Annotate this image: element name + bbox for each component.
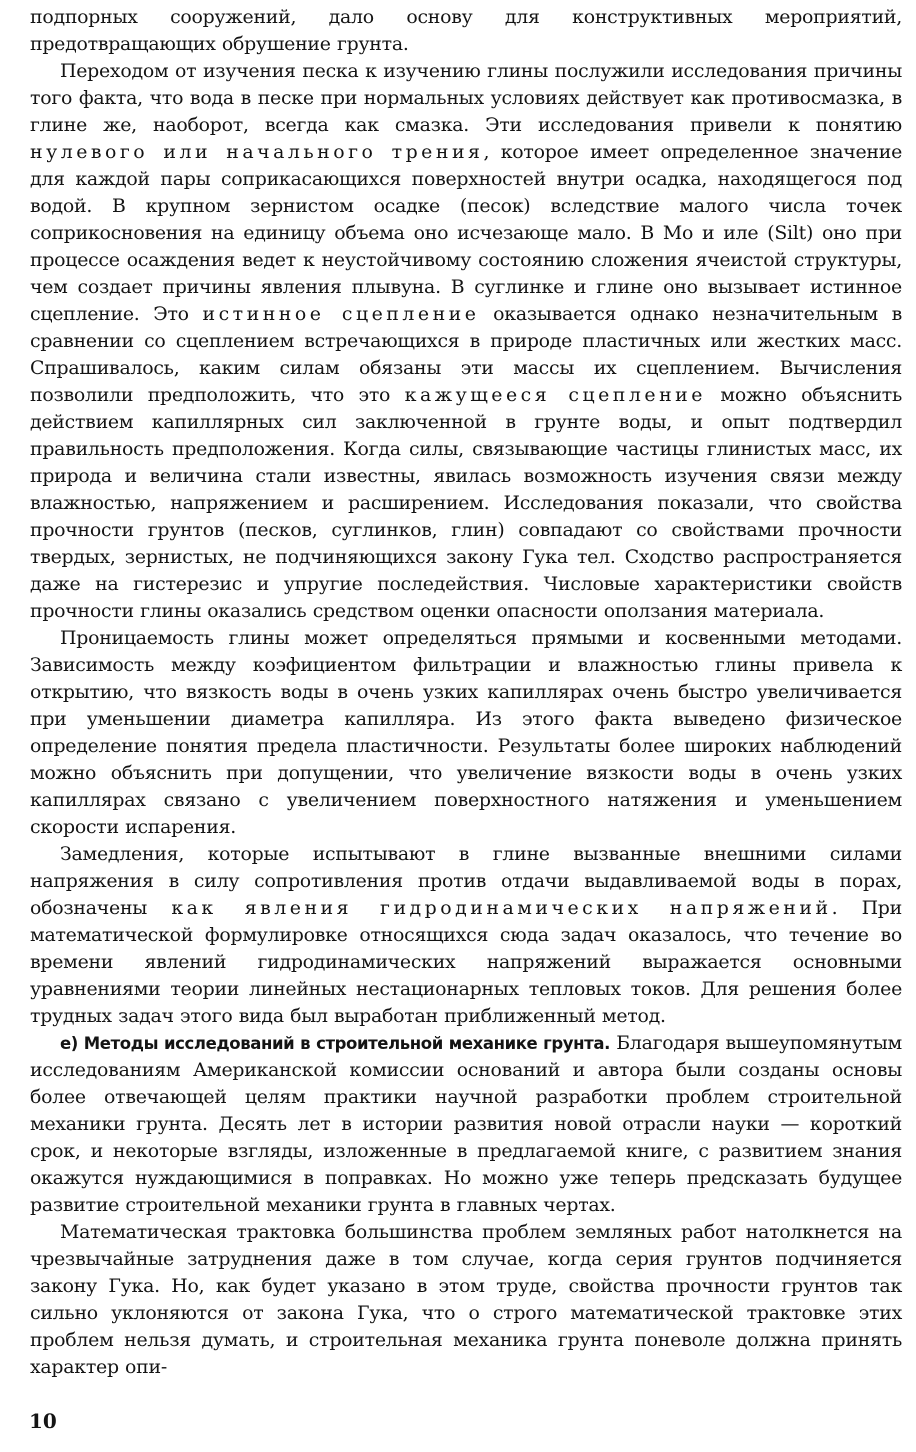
text-run: , которое имеет определенное значение для каждой пары соприкасающихся поверхностей внутри осадка, находящегося под водой. В крупном зернистом осадке (песок) вследствие малого числа точек соприкосновения на единицу объема оно исчезающе мало. В Мо и иле (Silt) оно при процессе осаждения ведет к неустойчивому состоянию сложения ячеистой структуры, чем создает причины явления плывуна. В суглинке и глине оно вызывает истинное сцепление. Это (30, 141, 902, 325)
body-text (30, 4, 902, 1381)
text-run: Благодаря вышеупомянутым исследованиям Американской комиссии оснований и автора были созданы основы более отвечающей целям практики научной разработки проблем строительной механики грунта. Десять лет в истории развития новой отрасли науки — короткий срок, и некоторые взгляды, изложенные в предлагаемой книге, с развитием знания окажутся нуждающимися в поправках. Но можно уже теперь предсказать будущее развитие строительной механики грунта в главных чертах. (30, 1032, 903, 1216)
section-heading: е) Методы исследований в строительной механике грунта. (60, 1034, 610, 1053)
page-number: 10 (29, 1409, 57, 1433)
spaced-term: как явления гидродинамических напряжений (171, 897, 832, 919)
paragraph (30, 841, 902, 1030)
text-run: . При математической формулировке относящихся сюда задач оказалось, что течение во времени явлений гидродинамических напряжений выражается основными уравнениями теории линейных нестационарных тепловых токов. Для решения более трудных задач этого вида был выработан приближенный метод. (30, 897, 902, 1027)
text-run: Проницаемость глины может определяться прямыми и косвенными методами. Зависимость между коэфициентом фильтрации и влажностью глины привела к открытию, что вязкость воды в очень узких капиллярах очень быстро увеличивается при уменьшении диаметра капилляра. Из этого факта выведено физическое определение понятия предела пластичности. Результаты более широких наблюдений можно объяснить при допущении, что увеличение вязкости воды в очень узких капиллярах связано с увеличением поверхностного натяжения и уменьшением скорости испарения. (30, 627, 902, 838)
spaced-term: кажущееся сцепление (404, 384, 706, 406)
spaced-term: нулевого или начального трения (30, 141, 484, 163)
paragraph (30, 4, 902, 58)
text-run: оказывается однако незначительным в сравнении со сцеплением встречающихся в природе пластичных или жестких масс. Спрашивалось, каким силам обязаны эти массы их сцеплением. Вычисления позволили предположить, что это (30, 303, 902, 406)
paragraph (30, 1219, 902, 1381)
paragraph (30, 625, 902, 841)
paragraph (30, 1030, 902, 1219)
paragraph (30, 58, 902, 625)
spaced-term: истинное сцепление (202, 303, 480, 325)
text-run: можно объяснить действием капиллярных сил заключенной в грунте воды, и опыт подтвердил правильность предположения. Когда силы, связывающие частицы глинистых масс, их природа и величина стали известны, явилась возможность изучения связи между влажностью, напряжением и расширением. Исследования показали, что свойства прочности грунтов (песков, суглинков, глин) совпадают со свойствами прочности твердых, зернистых, не подчиняющихся закону Гука тел. Сходство распространяется даже на гистерезис и упругие последействия. Числовые характеристики свойств прочности глины оказались средством оценки опасности оползания материала. (30, 384, 902, 622)
text-run: Математическая трактовка большинства проблем земляных работ натолкнется на чрезвычайные затруднения даже в том случае, когда серия грунтов подчиняется закону Гука. Но, как будет указано в этом труде, свойства прочности грунтов так сильно уклоняются от закона Гука, что о строго математической трактовке этих проблем нельзя думать, и строительная механика грунта поневоле должна принять характер опи- (30, 1221, 902, 1378)
text-run: подпорных сооружений, дало основу для конструктивных мероприятий, предотвращающих обрушение грунта. (30, 6, 902, 55)
text-run: Замедления, которые испытывают в глине вызванные внешними силами напряжения в силу сопротивления против отдачи выдавливаемой воды в порах, обозначены (30, 843, 902, 919)
text-run: Переходом от изучения песка к изучению глины послужили исследования причины того факта, что вода в песке при нормальных условиях действует как противосмазка, в глине же, наоборот, всегда как смазка. Эти исследования привели к понятию (30, 60, 902, 136)
